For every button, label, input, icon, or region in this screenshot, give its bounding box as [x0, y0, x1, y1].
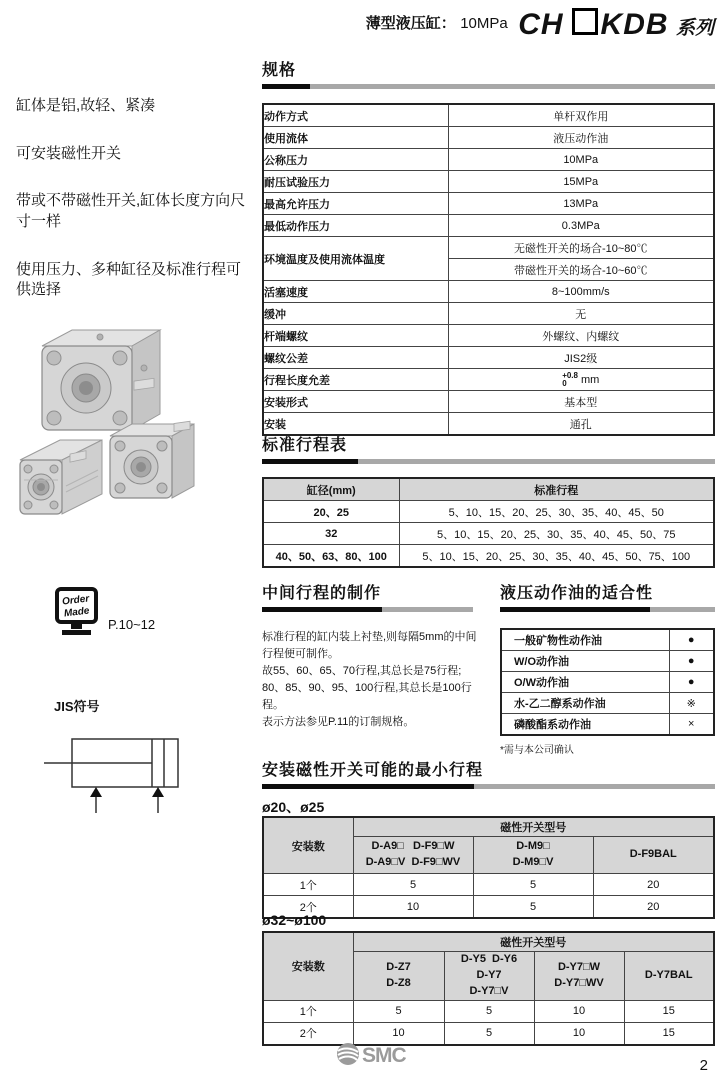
min-stroke-table-a [262, 816, 715, 919]
switch-model-cell [593, 837, 714, 874]
series-word: 系列 [675, 18, 714, 39]
value-cell: 5 [444, 1000, 534, 1022]
stroke-cell: 5、10、15、20、25、30、35、40、45、50 [399, 501, 714, 523]
switch-model: D-Z8 [386, 976, 411, 989]
table-row [263, 413, 714, 436]
spec-label: 行程长度允差 [263, 369, 448, 391]
table-row [501, 714, 714, 736]
section-min-stroke-heading [262, 762, 715, 789]
heading-underline [262, 784, 715, 789]
value-cell: 10 [534, 1022, 624, 1045]
spec-label: 环境温度及使用流体温度 [263, 237, 448, 281]
table-b-caption: ø32~ø100 [262, 912, 327, 928]
spec-value: 液压动作油 [448, 127, 714, 149]
spec-value: 基本型 [448, 391, 714, 413]
value-cell: 10 [353, 896, 473, 919]
table-row [263, 932, 714, 952]
table-row [263, 545, 714, 568]
spec-label: 缓冲 [263, 303, 448, 325]
spec-value: 无磁性开关的场合-10~80℃ [448, 237, 714, 259]
section-min-stroke-a [262, 816, 715, 919]
spec-value: JIS2级 [448, 347, 714, 369]
spec-value: 8~100mm/s [448, 281, 714, 303]
spec-label: 活塞速度 [263, 281, 448, 303]
heading-underline [262, 607, 473, 612]
min-stroke-table-b [262, 931, 715, 1046]
table-row [263, 347, 714, 369]
table-row [263, 1000, 714, 1022]
value-cell: 15 [624, 1000, 714, 1022]
spec-value-tolerance [448, 369, 714, 391]
switch-model-cell [624, 952, 714, 1001]
oil-type: 水-乙二醇系动作油 [501, 693, 669, 714]
switch-model: D-Y7BAL [644, 968, 693, 981]
bore-cell: 40、50、63、80、100 [263, 545, 399, 568]
order-made-badge [54, 586, 155, 638]
suitability-mark: ※ [669, 693, 714, 714]
heading-underline [500, 607, 715, 612]
value-cell: 5 [473, 896, 593, 919]
section-title: 标准行程表 [262, 437, 348, 454]
spec-value: 带磁性开关的场合-10~60℃ [448, 259, 714, 281]
text-line: 标准行程的缸内装上衬垫,则每隔5mm的中间 [262, 631, 477, 643]
spec-value: 外螺纹、内螺纹 [448, 325, 714, 347]
switch-model: D-A9□V D-F9□WV [365, 856, 461, 868]
switch-model: D-Y5 D-Y6 [460, 953, 518, 965]
feature-list [16, 96, 254, 328]
text-line: 表示方法参见P.11的订制规格。 [262, 716, 415, 729]
feature-item: 使用压力、多种缸径及标准行程可供选择 [16, 260, 242, 299]
section-title: 液压动作油的适合性 [500, 585, 654, 602]
switch-model-cell [534, 952, 624, 1001]
switch-model: D-Y7□V [469, 984, 509, 997]
switch-model-cell [473, 837, 593, 874]
table-row [263, 215, 714, 237]
cylinder-illustration [14, 318, 252, 540]
table-row [263, 325, 714, 347]
feature-item: 带或不带磁性开关,缸体长度方向尺寸一样 [16, 192, 246, 231]
switch-model: D-Y7□W [557, 960, 601, 973]
table-a-caption: ø20、ø25 [262, 799, 325, 815]
spec-label: 螺纹公差 [263, 347, 448, 369]
section-spec [262, 103, 715, 436]
suitability-mark: ● [669, 651, 714, 672]
tolerance-unit: mm [580, 373, 600, 386]
switch-model: D-Y7 [476, 968, 502, 981]
column-header-qty: 安装数 [263, 932, 353, 1000]
heading-underline [262, 84, 715, 89]
table-row [263, 523, 714, 545]
product-subtitle: 薄型液压缸： [365, 15, 456, 32]
table-row [263, 171, 714, 193]
bore-cell: 20、25 [263, 501, 399, 523]
text-line: 80、85、90、95、100行程,其总长是100行程。 [262, 682, 472, 712]
svg-text:Order: Order [61, 593, 90, 608]
tolerance-stack [562, 372, 578, 388]
section-oil [500, 628, 715, 756]
spec-label: 动作方式 [263, 104, 448, 127]
section-title: 安装磁性开关可能的最小行程 [262, 762, 484, 779]
value-cell: 5 [444, 1022, 534, 1045]
group-header: 磁性开关型号 [353, 817, 714, 837]
value-cell: 20 [593, 896, 714, 919]
table-row [263, 127, 714, 149]
series-box-placeholder-icon [572, 8, 598, 35]
feature-item: 缸体是铝,故轻、紧凑 [16, 97, 156, 114]
value-cell: 20 [593, 874, 714, 896]
column-header-stroke: 标准行程 [399, 478, 714, 501]
table-row [263, 1022, 714, 1045]
switch-model: D-Z7 [386, 960, 411, 973]
series-code-suffix: KDB [600, 8, 669, 41]
section-intermediate-heading [262, 585, 473, 612]
jis-symbol-block [54, 696, 200, 820]
oil-type: 一般矿物性动作油 [501, 629, 669, 651]
spec-value: 13MPa [448, 193, 714, 215]
spec-label: 公称压力 [263, 149, 448, 171]
jis-symbol-label: JIS符号 [54, 699, 100, 714]
suitability-mark: ● [669, 672, 714, 693]
smc-logo-icon [336, 1041, 414, 1067]
switch-model: D-F9BAL [629, 848, 677, 861]
stroke-table [262, 477, 715, 568]
smc-logo [336, 1041, 414, 1072]
oil-footnote: *需与本公司确认 [500, 745, 574, 756]
spec-value: 单杆双作用 [448, 104, 714, 127]
qty-cell: 1个 [263, 1000, 353, 1022]
heading-underline [262, 459, 715, 464]
table-row [263, 391, 714, 413]
table-row [263, 281, 714, 303]
section-min-stroke-b [262, 931, 715, 1046]
tolerance-lower: 0 [562, 378, 567, 388]
table-row [501, 651, 714, 672]
svg-text:SMC: SMC [362, 1044, 406, 1067]
section-spec-heading [262, 62, 715, 89]
page-number: 2 [699, 1057, 708, 1074]
table-row [263, 501, 714, 523]
switch-model: D-M9□ [516, 840, 550, 853]
switch-model-cell [353, 952, 444, 1001]
series-code-prefix: CH [518, 8, 564, 41]
qty-cell: 1个 [263, 874, 353, 896]
table-row [263, 478, 714, 501]
switch-model: D-M9□V [512, 856, 554, 868]
text-line: 故55、60、65、70行程,其总长是75行程; [262, 665, 462, 678]
group-header: 磁性开关型号 [353, 932, 714, 952]
value-cell: 5 [353, 1000, 444, 1022]
jis-cylinder-symbol-icon [40, 725, 200, 815]
column-header-bore: 缸径(mm) [263, 478, 399, 501]
pressure-rating: 10MPa [460, 15, 508, 32]
spec-value: 无 [448, 303, 714, 325]
section-title: 规格 [262, 62, 297, 79]
value-cell: 5 [473, 874, 593, 896]
section-stroke [262, 477, 715, 568]
table-row [263, 874, 714, 896]
value-cell: 10 [353, 1022, 444, 1045]
spec-value: 0.3MPa [448, 215, 714, 237]
switch-model: D-Y7□WV [554, 976, 604, 989]
spec-value: 15MPa [448, 171, 714, 193]
spec-label: 耐压试验压力 [263, 171, 448, 193]
table-row [501, 672, 714, 693]
intermediate-text [262, 629, 486, 731]
section-title: 中间行程的制作 [262, 585, 382, 602]
column-header-qty: 安装数 [263, 817, 353, 874]
oil-type: O/W动作油 [501, 672, 669, 693]
suitability-mark: × [669, 714, 714, 736]
spec-label: 安装 [263, 413, 448, 436]
switch-model-cell [353, 837, 473, 874]
stroke-cell: 5、10、15、20、25、30、35、40、45、50、75 [399, 523, 714, 545]
page-title [366, 8, 714, 42]
value-cell: 5 [353, 874, 473, 896]
product-photo [14, 318, 252, 545]
spec-label: 最低动作压力 [263, 215, 448, 237]
section-oil-heading [500, 585, 715, 612]
value-cell: 10 [534, 1000, 624, 1022]
text-line: 行程便可制作。 [262, 648, 339, 661]
section-stroke-heading [262, 437, 715, 464]
table-row [263, 303, 714, 325]
tolerance-upper: +0.8 [562, 370, 578, 380]
table-row [263, 369, 714, 391]
spec-label: 杆端螺纹 [263, 325, 448, 347]
table-row [501, 629, 714, 651]
spec-table [262, 103, 715, 436]
order-made-icon [54, 586, 100, 638]
svg-text:Made: Made [63, 605, 91, 620]
table-row [263, 237, 714, 259]
feature-item: 可安装磁性开关 [16, 144, 122, 162]
qty-cell: 2个 [263, 1022, 353, 1045]
spec-value: 通孔 [448, 413, 714, 436]
oil-type: 磷酸酯系动作油 [501, 714, 669, 736]
table-row [263, 193, 714, 215]
stroke-cell: 5、10、15、20、25、30、35、40、45、50、75、100 [399, 545, 714, 568]
table-row [263, 149, 714, 171]
switch-model-cell [444, 952, 534, 1001]
suitability-mark: ● [669, 629, 714, 651]
oil-suitability-table [500, 628, 715, 736]
table-row [263, 104, 714, 127]
qty-cell: 2个 [263, 896, 353, 919]
table-row [263, 817, 714, 837]
spec-label: 安装形式 [263, 391, 448, 413]
bore-cell: 32 [263, 523, 399, 545]
order-made-pages: P.10~12 [108, 617, 156, 632]
spec-label: 最高允许压力 [263, 193, 448, 215]
table-row [501, 693, 714, 714]
value-cell: 15 [624, 1022, 714, 1045]
spec-value: 10MPa [448, 149, 714, 171]
switch-model: D-A9□ D-F9□W [371, 840, 455, 853]
oil-type: W/O动作油 [501, 651, 669, 672]
spec-label: 使用流体 [263, 127, 448, 149]
